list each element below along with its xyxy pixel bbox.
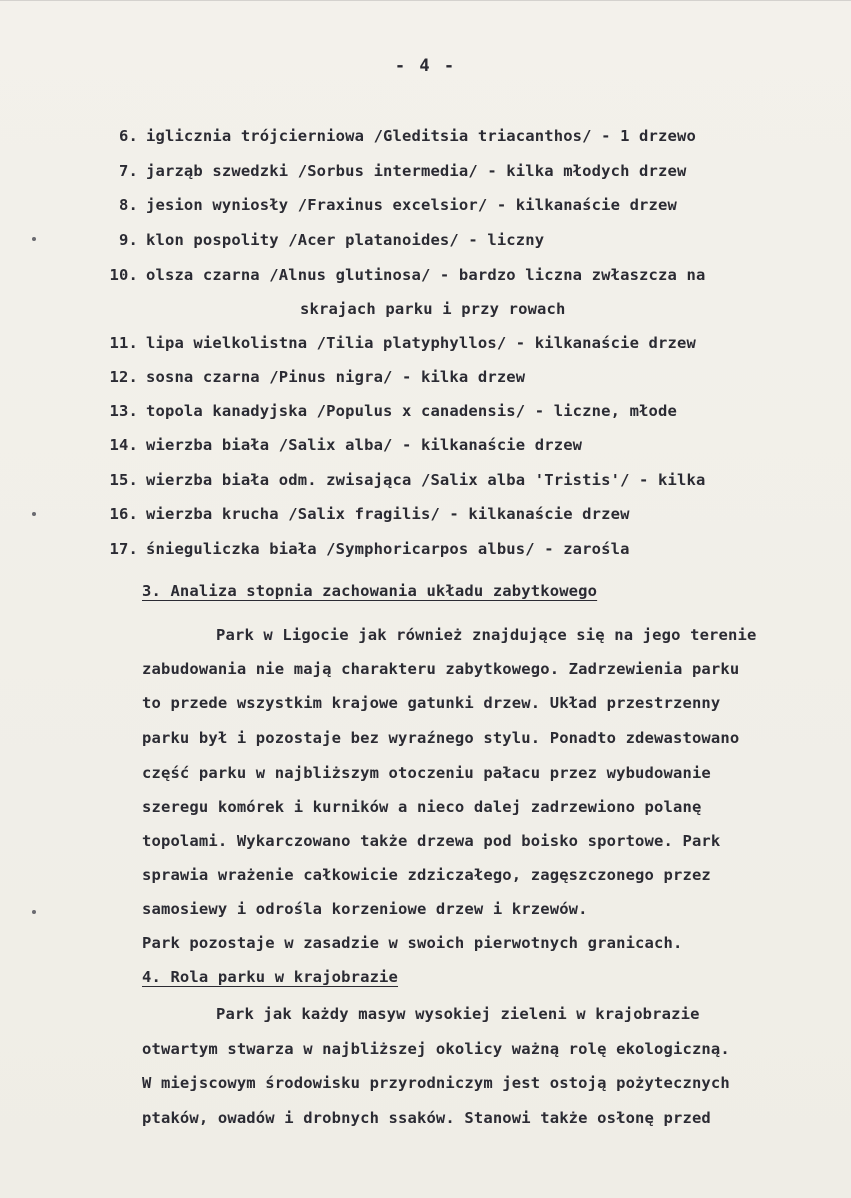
punch-hole-mark: [32, 512, 36, 516]
list-item: 6. iglicznia trójcierniowa /Gleditsia triacanthos/ - 1 drzewo: [119, 127, 696, 145]
punch-hole-mark: [32, 237, 36, 241]
list-item-continuation: skrajach parku i przy rowach: [300, 300, 566, 318]
paragraph-line: szeregu komórek i kurników a nieco dalej zadrzewiono polanę: [142, 798, 702, 816]
list-item: 15. wierzba biała odm. zwisająca /Salix alba 'Tristis'/ - kilka: [109, 471, 706, 489]
list-item: 14. wierzba biała /Salix alba/ - kilkanaście drzew: [109, 436, 583, 454]
paragraph-line: Park w Ligocie jak również znajdujące się na jego terenie: [216, 626, 757, 644]
paper-crease: [0, 0, 851, 1]
paragraph-line: otwartym stwarza w najbliższej okolicy ważną rolę ekologiczną.: [142, 1040, 730, 1058]
paragraph-line: sprawia wrażenie całkowicie zdziczałego, zagęszczonego przez: [142, 866, 711, 884]
list-item: 16. wierzba krucha /Salix fragilis/ - kilkanaście drzew: [109, 505, 630, 523]
paragraph-line: część parku w najbliższym otoczeniu pałacu przez wybudowanie: [142, 764, 711, 782]
list-item: 12. sosna czarna /Pinus nigra/ - kilka drzew: [109, 368, 526, 386]
punch-hole-mark: [32, 910, 36, 914]
list-item: 11. lipa wielkolistna /Tilia platyphyllos/ - kilkanaście drzew: [109, 334, 696, 352]
paragraph-line: ptaków, owadów i drobnych ssaków. Stanowi także osłonę przed: [142, 1109, 711, 1127]
paragraph-line: zabudowania nie mają charakteru zabytkowego. Zadrzewienia parku: [142, 660, 740, 678]
list-item: 7. jarząb szwedzki /Sorbus intermedia/ - kilka młodych drzew: [119, 162, 687, 180]
section-heading: 3. Analiza stopnia zachowania układu zabytkowego: [142, 582, 598, 600]
list-item: 9. klon pospolity /Acer platanoides/ - liczny: [119, 231, 545, 249]
list-item: 10. olsza czarna /Alnus glutinosa/ - bardzo liczna zwłaszcza na: [109, 266, 706, 284]
page-number: - 4 -: [394, 56, 457, 76]
paragraph-line: W miejscowym środowisku przyrodniczym jest ostoją pożytecznych: [142, 1074, 730, 1092]
paragraph-line: samosiewy i odrośla korzeniowe drzew i krzewów.: [142, 900, 588, 918]
paragraph-line: Park pozostaje w zasadzie w swoich pierwotnych granicach.: [142, 934, 683, 952]
list-item: 17. śnieguliczka biała /Symphoricarpos albus/ - zarośla: [109, 540, 630, 558]
list-item: 8. jesion wyniosły /Fraxinus excelsior/ - kilkanaście drzew: [119, 196, 677, 214]
list-item: 13. topola kanadyjska /Populus x canadensis/ - liczne, młode: [109, 402, 677, 420]
section-heading: 4. Rola parku w krajobrazie: [142, 968, 399, 986]
paragraph-line: Park jak każdy masyw wysokiej zieleni w krajobrazie: [216, 1005, 700, 1023]
paragraph-line: parku był i pozostaje bez wyraźnego stylu. Ponadto zdewastowano: [142, 729, 740, 747]
paragraph-line: to przede wszystkim krajowe gatunki drzew. Układ przestrzenny: [142, 694, 721, 712]
paragraph-line: topolami. Wykarczowano także drzewa pod boisko sportowe. Park: [142, 832, 721, 850]
